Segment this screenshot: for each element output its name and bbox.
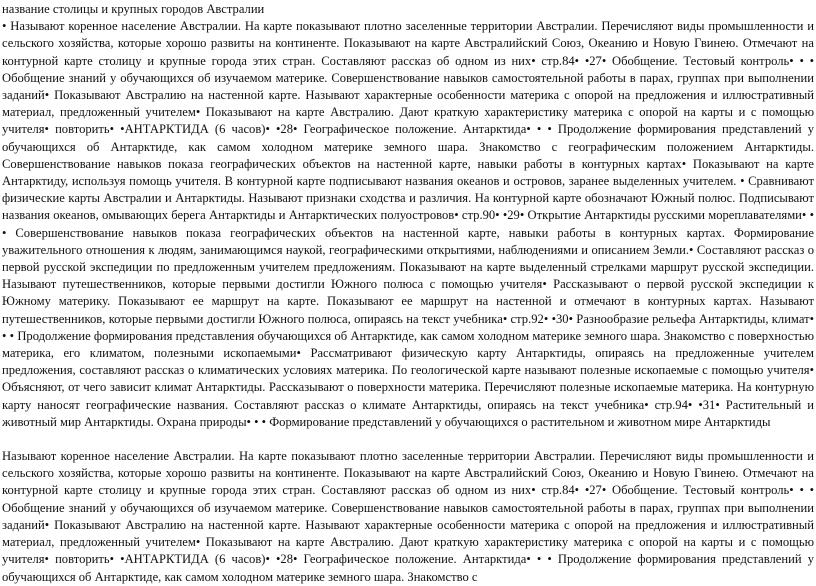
paragraph-gap (2, 431, 814, 448)
paragraph-2: Называют коренное население Австралии. На карте показывают плотно заселенные территории Австралии. Перечисляют виды промышленности и сельского хозяйства, которые хорошо развиты на континенте. Показывают на карте Австралийский Союз, Океанию и Новую Гвинею. Отмечают на контурной карте столицу и крупные города этих стран. Составляют рассказ об одном из них• стр.84• •27• Обобщение. Тестовый контроль• • • Обобщение знаний у обучающихся об изучаемом материке. Совершенствование навыков самостоятельной работы в парах, группах при выполнении заданий• Показывают Австралию на настенной карте. Называют характерные особенности материка с опорой на предложения и иллюстративный материал, предложенный учителем• Показывают на карте Австралию. Дают краткую характеристику материка с опорой на карты и с помощью учителя• повторить• •АНТАРКТИДА (6 часов)• •28• Географическое положение. Антарктида• • • Продолжение формирования представлений у обучающихся об Антарктиде, как самом холодном материке земного шара. Знакомство с (2, 449, 814, 584)
paragraph-1: • Называют коренное население Австралии. На карте показывают плотно заселенные территории Австралии. Перечисляют виды промышленности и сельского хозяйства, которые хорошо развиты на континенте. Показывают на карте Австралийский Союз, Океанию и Новую Гвинею. Отмечают на контурной карте столицу и крупные города этих стран. Составляют рассказ об одном из них• стр.84• •27• Обобщение. Тестовый контроль• • • Обобщение знаний у обучающихся об изучаемом материке. Совершенствование навыков самостоятельной работы в парах, группах при выполнении заданий• Показывают Австралию на настенной карте. Называют характерные особенности материка с опорой на предложения и иллюстративный материал, предложенный учителем• Показывают на карте Австралию. Дают краткую характеристику материка с опорой на карты и с помощью учителя• повторить• •АНТАРКТИДА (6 часов)• •28• Географическое положение. Антарктида• • • Продолжение формирования представлений у обучающихся об Антарктиде, как самом холодном материке земного шара. Знакомство с географическим положением Антарктиды. Совершенствование навыков показа географических объектов на настенной карте, навыки работы в контурных картах• Показывают на карте Антарктиду, используя помощь учителя. В контурной карте подписывают названия океанов и островов, заранее выделенных учителем. • Сравнивают физические карты Австралии и Антарктиды. Называют признаки сходства и различия. На контурной карте обозначают Южный полюс. Подписывают названия океанов, омывающих берега Антарктиды и Антарктических полуостровов• стр.90• •29• Открытие Антарктиды русскими мореплавателями• • • Совершенствование навыков показа географических объектов на настенной карте, навыки работы в контурных картах. Формирование уважительного отношения к людям, занимающимся наукой, географическими открытиями, наблюдениями и описанием Земли.• Составляют рассказ о первой русской экспедиции по предложенным учителем предложениям. Показывают на карте выделенный стрелками маршрут русской экспедиции. Называют путешественников, которые первыми достигли Южного полюса с помощью учителя• Рассказывают о первой русской экспедиции к Южному материку. Показывают ее маршрут на карте. Показывают ее маршрут на настенной и отмечают в контурных картах. Называют путешественников, которые первыми достигли Южного полюса, опираясь на текст учебника• стр.92• •30• Разнообразие рельефа Антарктиды, климат• • • Продолжение формирования представления обучающихся об Антарктиде, как самом холодном материке земного шара. Знакомство с поверхностью материка, его климатом, полезными ископаемыми• Рассматривают физическую карту Антарктиды, опираясь на предложенные учителем предложения, составляют рассказ о климатических условиях материка. По геологической карте называют полезные ископаемые с помощью учителя• Объясняют, от чего зависит климат Антарктиды. Рассказывают о поверхности материка. Перечисляют полезные ископаемые материка. На контурную карту наносят географические названия. Составляют рассказ о климате Антарктиды, опираясь на текст учебника• стр.94• •31• Растительный и животный мир Антарктиды. Охрана природы• • • Формирование представлений у обучающихся о растительном и животном мире Антарктиды (2, 19, 814, 429)
document-heading: название столицы и крупных городов Австралии (2, 2, 265, 16)
